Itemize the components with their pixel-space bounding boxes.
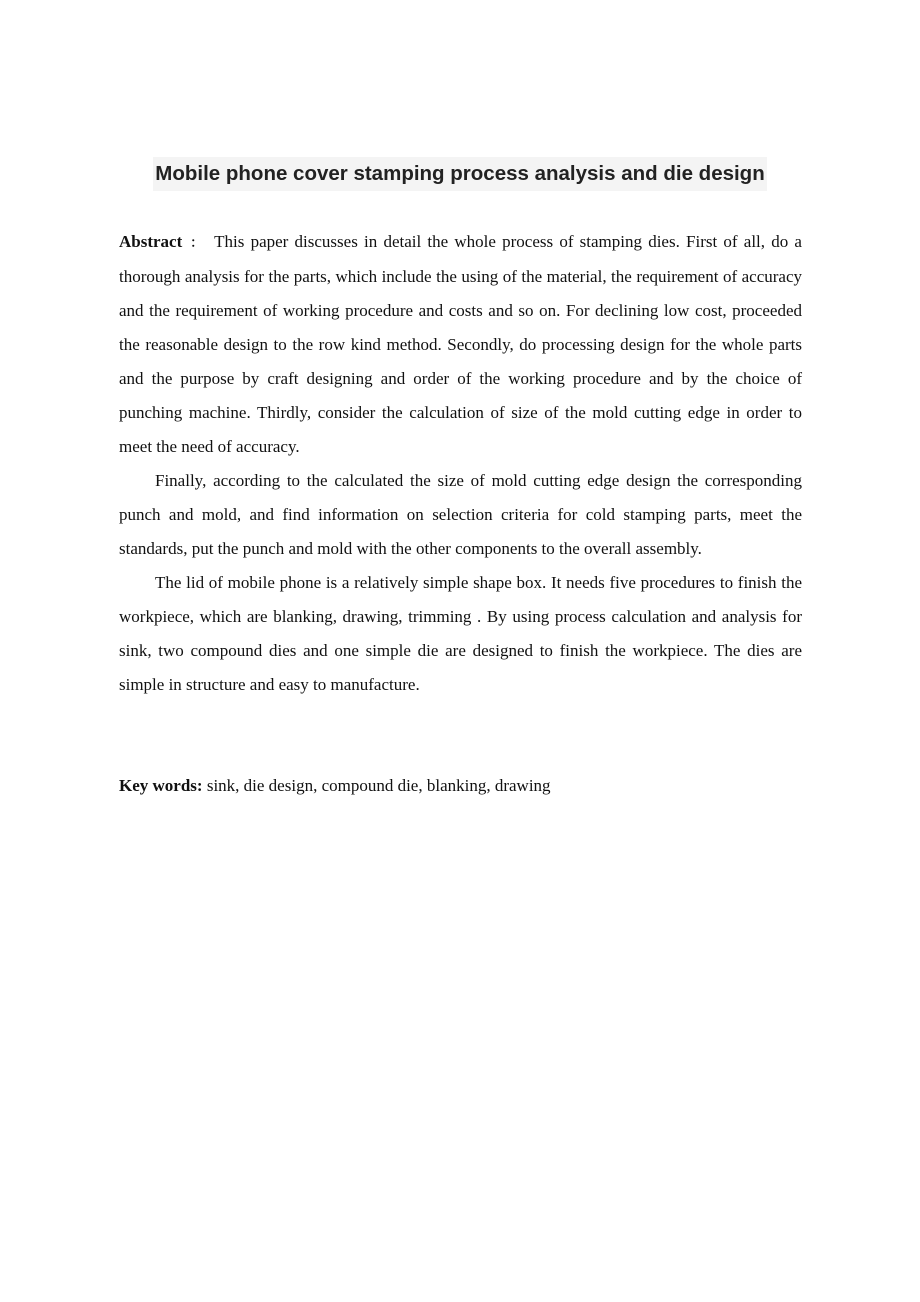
- keywords-section: [119, 769, 802, 803]
- abstract-label: Abstract: [119, 232, 183, 251]
- abstract-text-2: Finally, according to the calculated the size of mold cutting edge design the corresponding punch and mold, and find information on selection criteria for cold stamping parts, meet the standards, put the punch and mold with the other components to the overall assembly.: [119, 471, 802, 558]
- abstract-colon: ：: [188, 235, 206, 250]
- abstract-paragraph-1: [119, 225, 802, 464]
- paper-title: [0, 157, 920, 191]
- abstract-text-1: This paper discusses in detail the whole process of stamping dies. First of all, do a thorough analysis for the parts, which include the using of the material, the requirement of accuracy and the requirement of working procedure and costs and so on. For declining low cost, proceeded the reasonable design to the row kind method. Secondly, do processing design for the whole parts and the purpose by craft designing and order of the working procedure and by the choice of punching machine. Thirdly, consider the calculation of size of the mold cutting edge in order to meet the need of accuracy.: [119, 232, 802, 456]
- abstract-section: [119, 225, 802, 702]
- abstract-paragraph-3: [119, 566, 802, 702]
- keywords-label: Key words:: [119, 776, 203, 795]
- abstract-paragraph-2: [119, 464, 802, 566]
- abstract-text-3: The lid of mobile phone is a relatively simple shape box. It needs five procedures to finish the workpiece, which are blanking, drawing, trimming . By using process calculation and analysis for sink, two compound dies and one simple die are designed to finish the workpiece. The dies are simple in structure and easy to manufacture.: [119, 573, 802, 694]
- keywords-text: sink, die design, compound die, blanking, drawing: [206, 776, 551, 795]
- paper-title-text: Mobile phone cover stamping process analysis and die design: [153, 157, 766, 191]
